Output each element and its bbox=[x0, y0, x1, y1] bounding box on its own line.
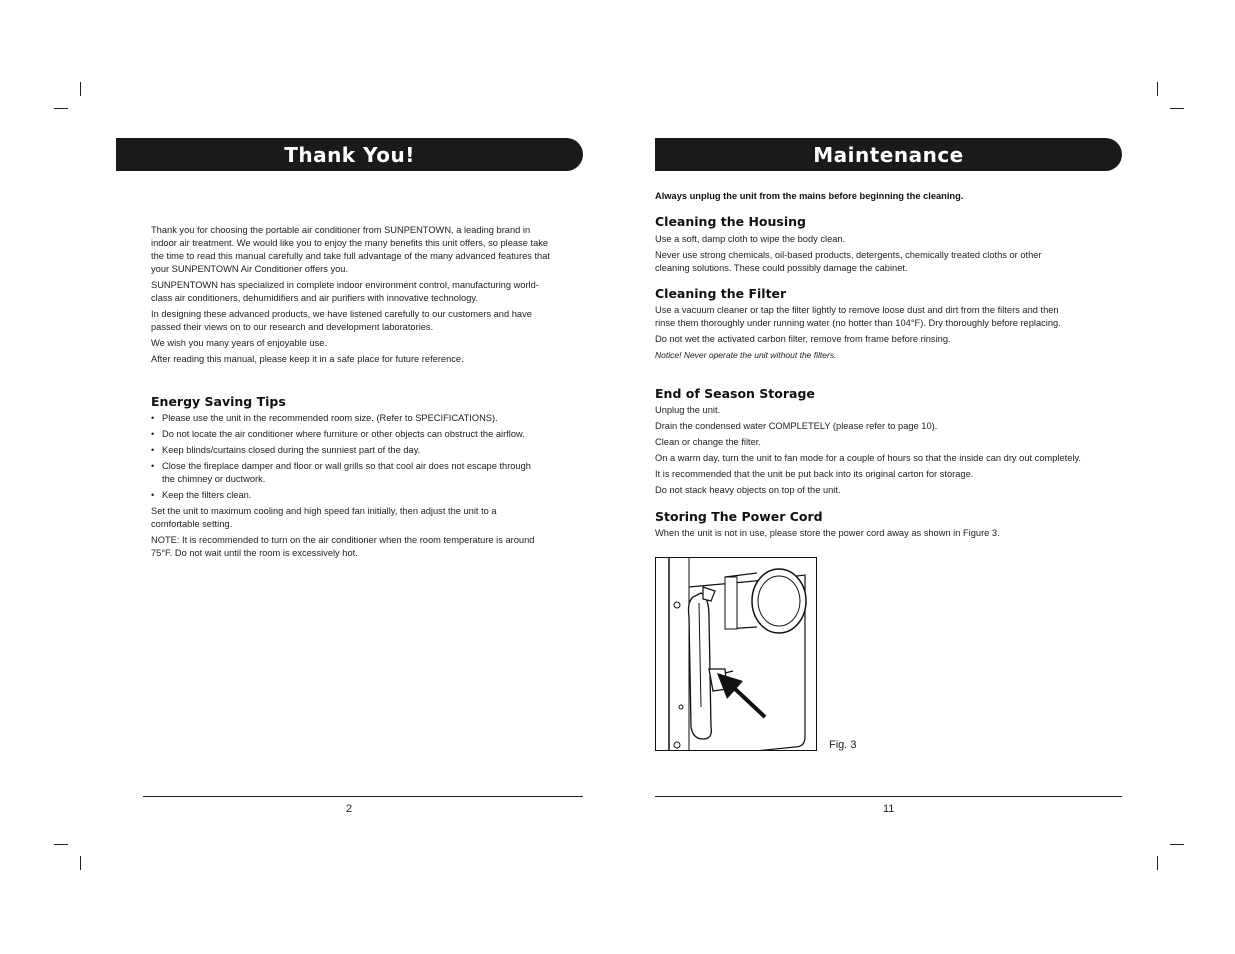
crop-mark bbox=[80, 856, 81, 870]
section-heading: Cleaning the Housing bbox=[655, 214, 806, 229]
paragraph: Use a vacuum cleaner or tap the filter lightly to remove loose dust and dirt from the filters and then rinse them thoroughly under running water (no hotter than 104°F). Dry thoroughly before replacing. bbox=[655, 305, 1061, 328]
paragraph: Thank you for choosing the portable air conditioner from SUNPENTOWN, a leading brand in indoor air treatment. We would like you to enjoy the many benefits this unit offers, so please take the time to read this manual carefully and take full advantage of the many advanced features that your SUNPENTOWN Air Conditioner offers you. bbox=[151, 225, 550, 274]
paragraph: Unplug the unit. bbox=[655, 405, 721, 415]
list-item: • Do not locate the air conditioner where furniture or other objects can obstruct the airflow. bbox=[151, 428, 546, 441]
footer-rule bbox=[655, 796, 1122, 797]
paragraph: Set the unit to maximum cooling and high speed fan initially, then adjust the unit to a comfortable setting. bbox=[151, 506, 497, 529]
paragraph: It is recommended that the unit be put back into its original carton for storage. bbox=[655, 469, 974, 479]
page-number: 11 bbox=[883, 803, 895, 815]
figure-caption: Fig. 3 bbox=[829, 739, 857, 751]
notice-text: Notice! Never operate the unit without the filters. bbox=[655, 350, 837, 360]
section-heading: Energy Saving Tips bbox=[151, 394, 286, 409]
crop-mark bbox=[54, 108, 68, 109]
power-cord-storage-illustration bbox=[655, 557, 817, 751]
paragraph: After reading this manual, please keep it in a safe place for future reference. bbox=[151, 354, 464, 364]
page-title-banner: Thank You! bbox=[116, 138, 583, 171]
section-heading: End of Season Storage bbox=[655, 386, 815, 401]
paragraph: Do not wet the activated carbon filter, remove from frame before rinsing. bbox=[655, 334, 951, 344]
storage-text bbox=[655, 404, 1135, 500]
tips-list bbox=[151, 412, 546, 502]
paragraph: Use a soft, damp cloth to wipe the body clean. bbox=[655, 234, 846, 244]
section-heading: Cleaning the Filter bbox=[655, 286, 787, 301]
paragraph: On a warm day, turn the unit to fan mode for a couple of hours so that the inside can dry out completely. bbox=[655, 453, 1081, 463]
paragraph: We wish you many years of enjoyable use. bbox=[151, 338, 328, 348]
paragraph: When the unit is not in use, please store the power cord away as shown in Figure 3. bbox=[655, 528, 1000, 538]
paragraph: Never use strong chemicals, oil-based products, detergents, chemically treated cloths or other cleaning solutions. These could possibly damage the cabinet. bbox=[655, 250, 1042, 273]
crop-mark bbox=[1170, 108, 1184, 109]
section-heading: Storing The Power Cord bbox=[655, 509, 823, 524]
crop-mark bbox=[80, 82, 81, 96]
paragraph: Do not stack heavy objects on top of the unit. bbox=[655, 485, 841, 495]
footer-rule bbox=[143, 796, 583, 797]
warning-text: Always unplug the unit from the mains before beginning the cleaning. bbox=[655, 191, 964, 201]
page-title-banner: Maintenance bbox=[655, 138, 1122, 171]
paragraph: Clean or change the filter. bbox=[655, 437, 761, 447]
list-item: • Close the fireplace damper and floor or wall grills so that cool air does not escape through the chimney or ductwork. bbox=[151, 460, 546, 486]
crop-mark bbox=[1170, 844, 1184, 845]
housing-text bbox=[655, 233, 1050, 278]
crop-mark bbox=[1157, 82, 1158, 96]
intro-text bbox=[151, 224, 551, 369]
crop-mark bbox=[54, 844, 68, 845]
list-item: • Keep the filters clean. bbox=[151, 489, 546, 502]
list-item: • Please use the unit in the recommended room size. (Refer to SPECIFICATIONS). bbox=[151, 412, 546, 425]
crop-mark bbox=[1157, 856, 1158, 870]
cord-text bbox=[655, 527, 1125, 543]
paragraph: NOTE: It is recommended to turn on the air conditioner when the room temperature is around 75°F. Do not wait until the room is excessively hot. bbox=[151, 535, 535, 558]
filter-text bbox=[655, 304, 1075, 365]
list-item: • Keep blinds/curtains closed during the sunniest part of the day. bbox=[151, 444, 546, 457]
paragraph: SUNPENTOWN has specialized in complete indoor environment control, manufacturing world-class air conditioners, dehumidifiers and air purifiers with innovative technology. bbox=[151, 280, 539, 303]
tips-block bbox=[151, 412, 546, 563]
paragraph: In designing these advanced products, we have listened carefully to our customers and have passed their views on to our research and development laboratories. bbox=[151, 309, 532, 332]
paragraph: Drain the condensed water COMPLETELY (please refer to page 10). bbox=[655, 421, 938, 431]
page-number: 2 bbox=[346, 803, 353, 815]
